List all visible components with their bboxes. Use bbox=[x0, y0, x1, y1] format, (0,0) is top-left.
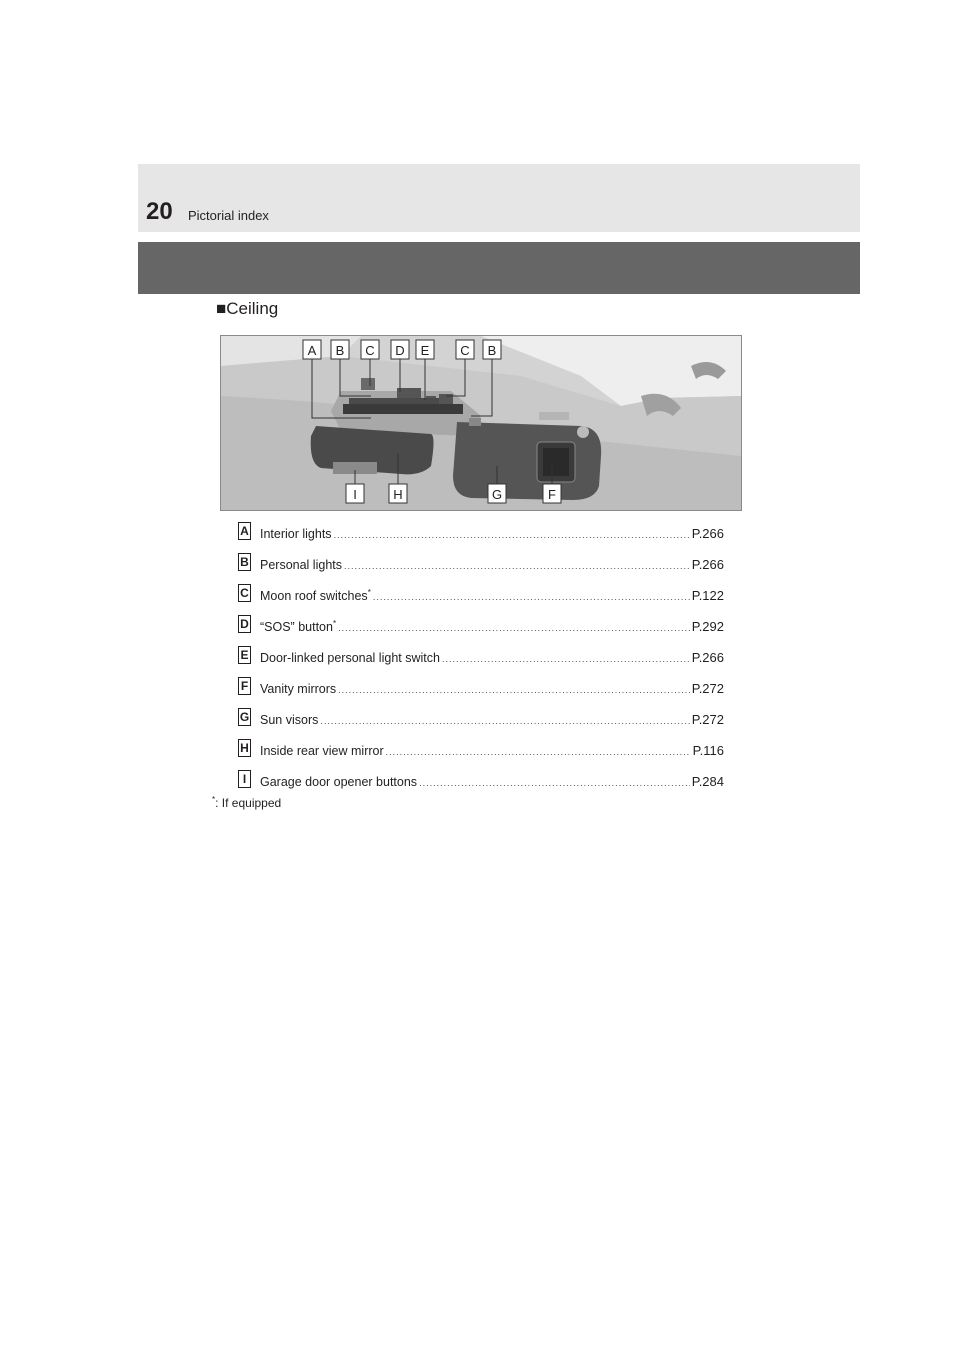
footnote bbox=[212, 795, 281, 810]
footnote-text: : If equipped bbox=[215, 796, 282, 810]
item-label[interactable]: Interior lights bbox=[260, 527, 332, 542]
section-band bbox=[138, 242, 860, 294]
callout-f: F bbox=[548, 487, 556, 502]
list-item bbox=[238, 673, 724, 704]
item-label[interactable]: “SOS” button* bbox=[260, 619, 337, 635]
callout-i: I bbox=[353, 487, 357, 502]
item-letter: E bbox=[238, 646, 251, 664]
item-letter: C bbox=[238, 584, 251, 602]
item-label[interactable]: Vanity mirrors bbox=[260, 682, 337, 697]
callout-g: G bbox=[491, 487, 503, 502]
item-label[interactable]: Inside rear view mirror bbox=[260, 744, 384, 759]
item-label[interactable]: Sun visors bbox=[260, 713, 319, 728]
item-label[interactable]: Garage door opener buttons bbox=[260, 775, 418, 790]
callout-b-2: B bbox=[487, 343, 497, 358]
callout-a: A bbox=[307, 343, 317, 358]
index-list bbox=[238, 518, 724, 797]
page-reference[interactable]: P.116 bbox=[692, 743, 724, 759]
callout-b: B bbox=[335, 343, 345, 358]
item-letter: D bbox=[238, 615, 251, 633]
page-reference[interactable]: P.266 bbox=[691, 650, 724, 666]
item-letter: H bbox=[238, 739, 251, 757]
callout-e: E bbox=[420, 343, 430, 358]
list-item bbox=[238, 642, 724, 673]
callout-h: H bbox=[393, 487, 403, 502]
page-number: 20 bbox=[146, 198, 173, 225]
footnote-mark: * bbox=[212, 795, 216, 804]
list-item bbox=[238, 766, 724, 797]
page-reference[interactable]: P.266 bbox=[691, 557, 724, 573]
item-letter: A bbox=[238, 522, 251, 540]
callout-c-2: C bbox=[460, 343, 470, 358]
list-item bbox=[238, 611, 724, 642]
page-reference[interactable]: P.292 bbox=[691, 619, 724, 635]
list-item bbox=[238, 580, 724, 611]
callout-d: D bbox=[395, 343, 405, 358]
item-letter: B bbox=[238, 553, 251, 571]
list-item bbox=[238, 549, 724, 580]
section-heading: ■Ceiling bbox=[216, 299, 279, 318]
item-letter: G bbox=[239, 710, 250, 724]
page-reference[interactable]: P.122 bbox=[691, 588, 724, 604]
ceiling-illustration bbox=[220, 335, 742, 511]
list-item bbox=[238, 704, 724, 735]
list-item bbox=[238, 518, 724, 549]
page-reference[interactable]: P.284 bbox=[691, 774, 724, 790]
callout-c: C bbox=[365, 343, 375, 358]
item-letter: F bbox=[238, 677, 251, 695]
item-label[interactable]: Personal lights bbox=[260, 558, 342, 573]
item-label[interactable]: Moon roof switches* bbox=[260, 588, 371, 604]
page-reference[interactable]: P.266 bbox=[691, 526, 724, 542]
page-title: Pictorial index bbox=[188, 208, 269, 223]
item-label[interactable]: Door-linked personal light switch bbox=[260, 651, 440, 666]
page-reference[interactable]: P.272 bbox=[691, 681, 724, 697]
page-reference[interactable]: P.272 bbox=[691, 712, 724, 728]
item-letter: I bbox=[238, 770, 251, 788]
list-item bbox=[238, 735, 724, 766]
